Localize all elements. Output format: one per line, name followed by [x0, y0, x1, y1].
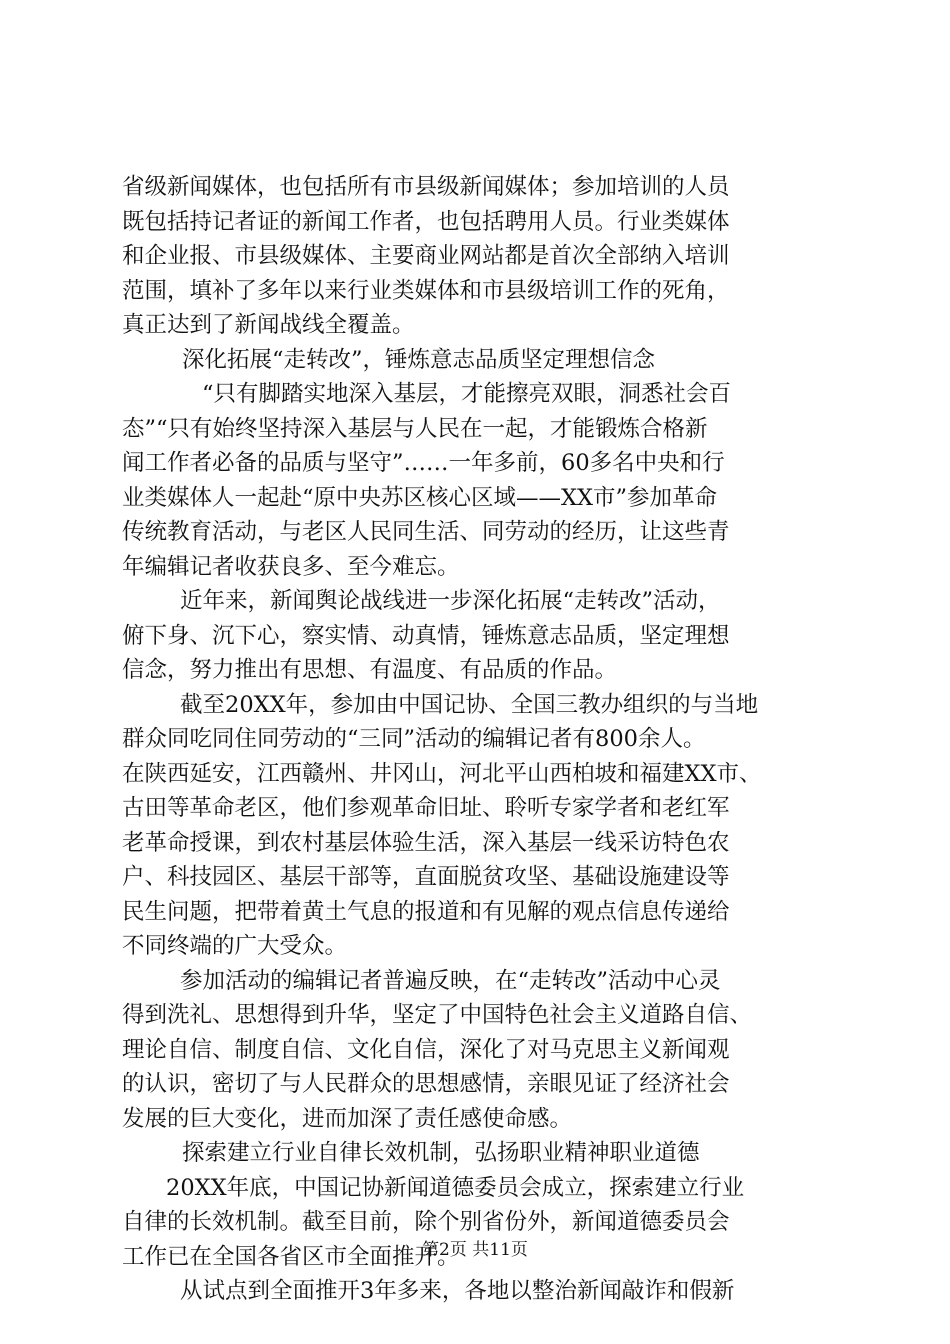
text-line: 户、科技园区、基层干部等，直面脱贫攻坚、基础设施建设等 — [122, 864, 730, 890]
paragraph-start: 近年来，新闻舆论战线进一步深化拓展“走转改”活动， — [180, 588, 721, 614]
text-line: 闻工作者必备的品质与坚守”……一年多前，60多名中央和行 — [122, 450, 725, 476]
text-line: 范围，填补了多年以来行业类媒体和市县级培训工作的死角， — [122, 277, 730, 304]
section-heading: 深化拓展“走转改”，锤炼意志品质坚定理想信念 — [182, 346, 656, 373]
text-line: 民生问题，把带着黄土气息的报道和有见解的观点信息传递给 — [122, 898, 730, 925]
text-line: 传统教育活动，与老区人民同生活、同劳动的经历，让这些青 — [122, 519, 730, 545]
text-line: 真正达到了新闻战线全覆盖。 — [122, 312, 415, 338]
document-body — [122, 170, 842, 1309]
text-line: 俯下身、沉下心，察实情、动真情，锤炼意志品质，坚定理想 — [122, 622, 730, 649]
text-line: 省级新闻媒体，也包括所有市县级新闻媒体；参加培训的人员 — [122, 174, 730, 200]
paragraph-start: 20XX年底，中国记协新闻道德委员会成立，探索建立行业 — [166, 1174, 745, 1201]
text-line: 得到洗礼、思想得到升华，坚定了中国特色社会主义道路自信、 — [122, 1002, 753, 1028]
text-line: 态”“只有始终坚持深入基层与人民在一起，才能锻炼合格新 — [122, 415, 708, 442]
text-line: 在陕西延安，江西赣州、井冈山，河北平山西柏坡和福建XX市、 — [122, 760, 762, 787]
text-line: 信念，努力推出有思想、有温度、有品质的作品。 — [122, 657, 618, 683]
text-line: 的认识，密切了与人民群众的思想感情，亲眼见证了经济社会 — [122, 1071, 730, 1097]
text-line: 群众同吃同住同劳动的“三同”活动的编辑记者有800余人。 — [122, 726, 706, 752]
paragraph-start: “只有脚踏实地深入基层，才能擦亮双眼，洞悉社会百 — [202, 381, 732, 407]
text-line: 年编辑记者收获良多、至今难忘。 — [122, 553, 460, 580]
text-line: 和企业报、市县级媒体、主要商业网站都是首次全部纳入培训 — [122, 243, 730, 269]
text-line: 业类媒体人一起赴“原中央苏区核心区域——XX市”参加革命 — [122, 484, 718, 511]
text-line: 发展的巨大变化，进而加深了责任感使命感。 — [122, 1105, 573, 1132]
paragraph-start: 截至20XX年，参加由中国记协、全国三教办组织的与当地 — [180, 691, 759, 718]
paragraph-start: 从试点到全面推开3年多来，各地以整治新闻敲诈和假新 — [180, 1278, 735, 1304]
page-number-footer: 第2页 共11页 — [422, 1240, 528, 1260]
text-line: 古田等革命老区，他们参观革命旧址、聆听专家学者和老红军 — [122, 795, 730, 821]
text-line: 不同终端的广大受众。 — [122, 933, 348, 959]
paragraph-start: 参加活动的编辑记者普遍反映，在“走转改”活动中心灵 — [180, 967, 721, 994]
text-line: 理论自信、制度自信、文化自信，深化了对马克思主义新闻观 — [122, 1036, 730, 1063]
text-line: 既包括持记者证的新闻工作者，也包括聘用人员。行业类媒体 — [122, 208, 730, 235]
section-heading: 探索建立行业自律长效机制，弘扬职业精神职业道德 — [182, 1140, 700, 1166]
text-line: 工作已在全国各省区市全面推开。 — [122, 1243, 460, 1270]
text-line: 老革命授课，到农村基层体验生活，深入基层一线采访特色农 — [122, 829, 730, 856]
text-line: 自律的长效机制。截至目前，除个别省份外，新闻道德委员会 — [122, 1209, 730, 1235]
